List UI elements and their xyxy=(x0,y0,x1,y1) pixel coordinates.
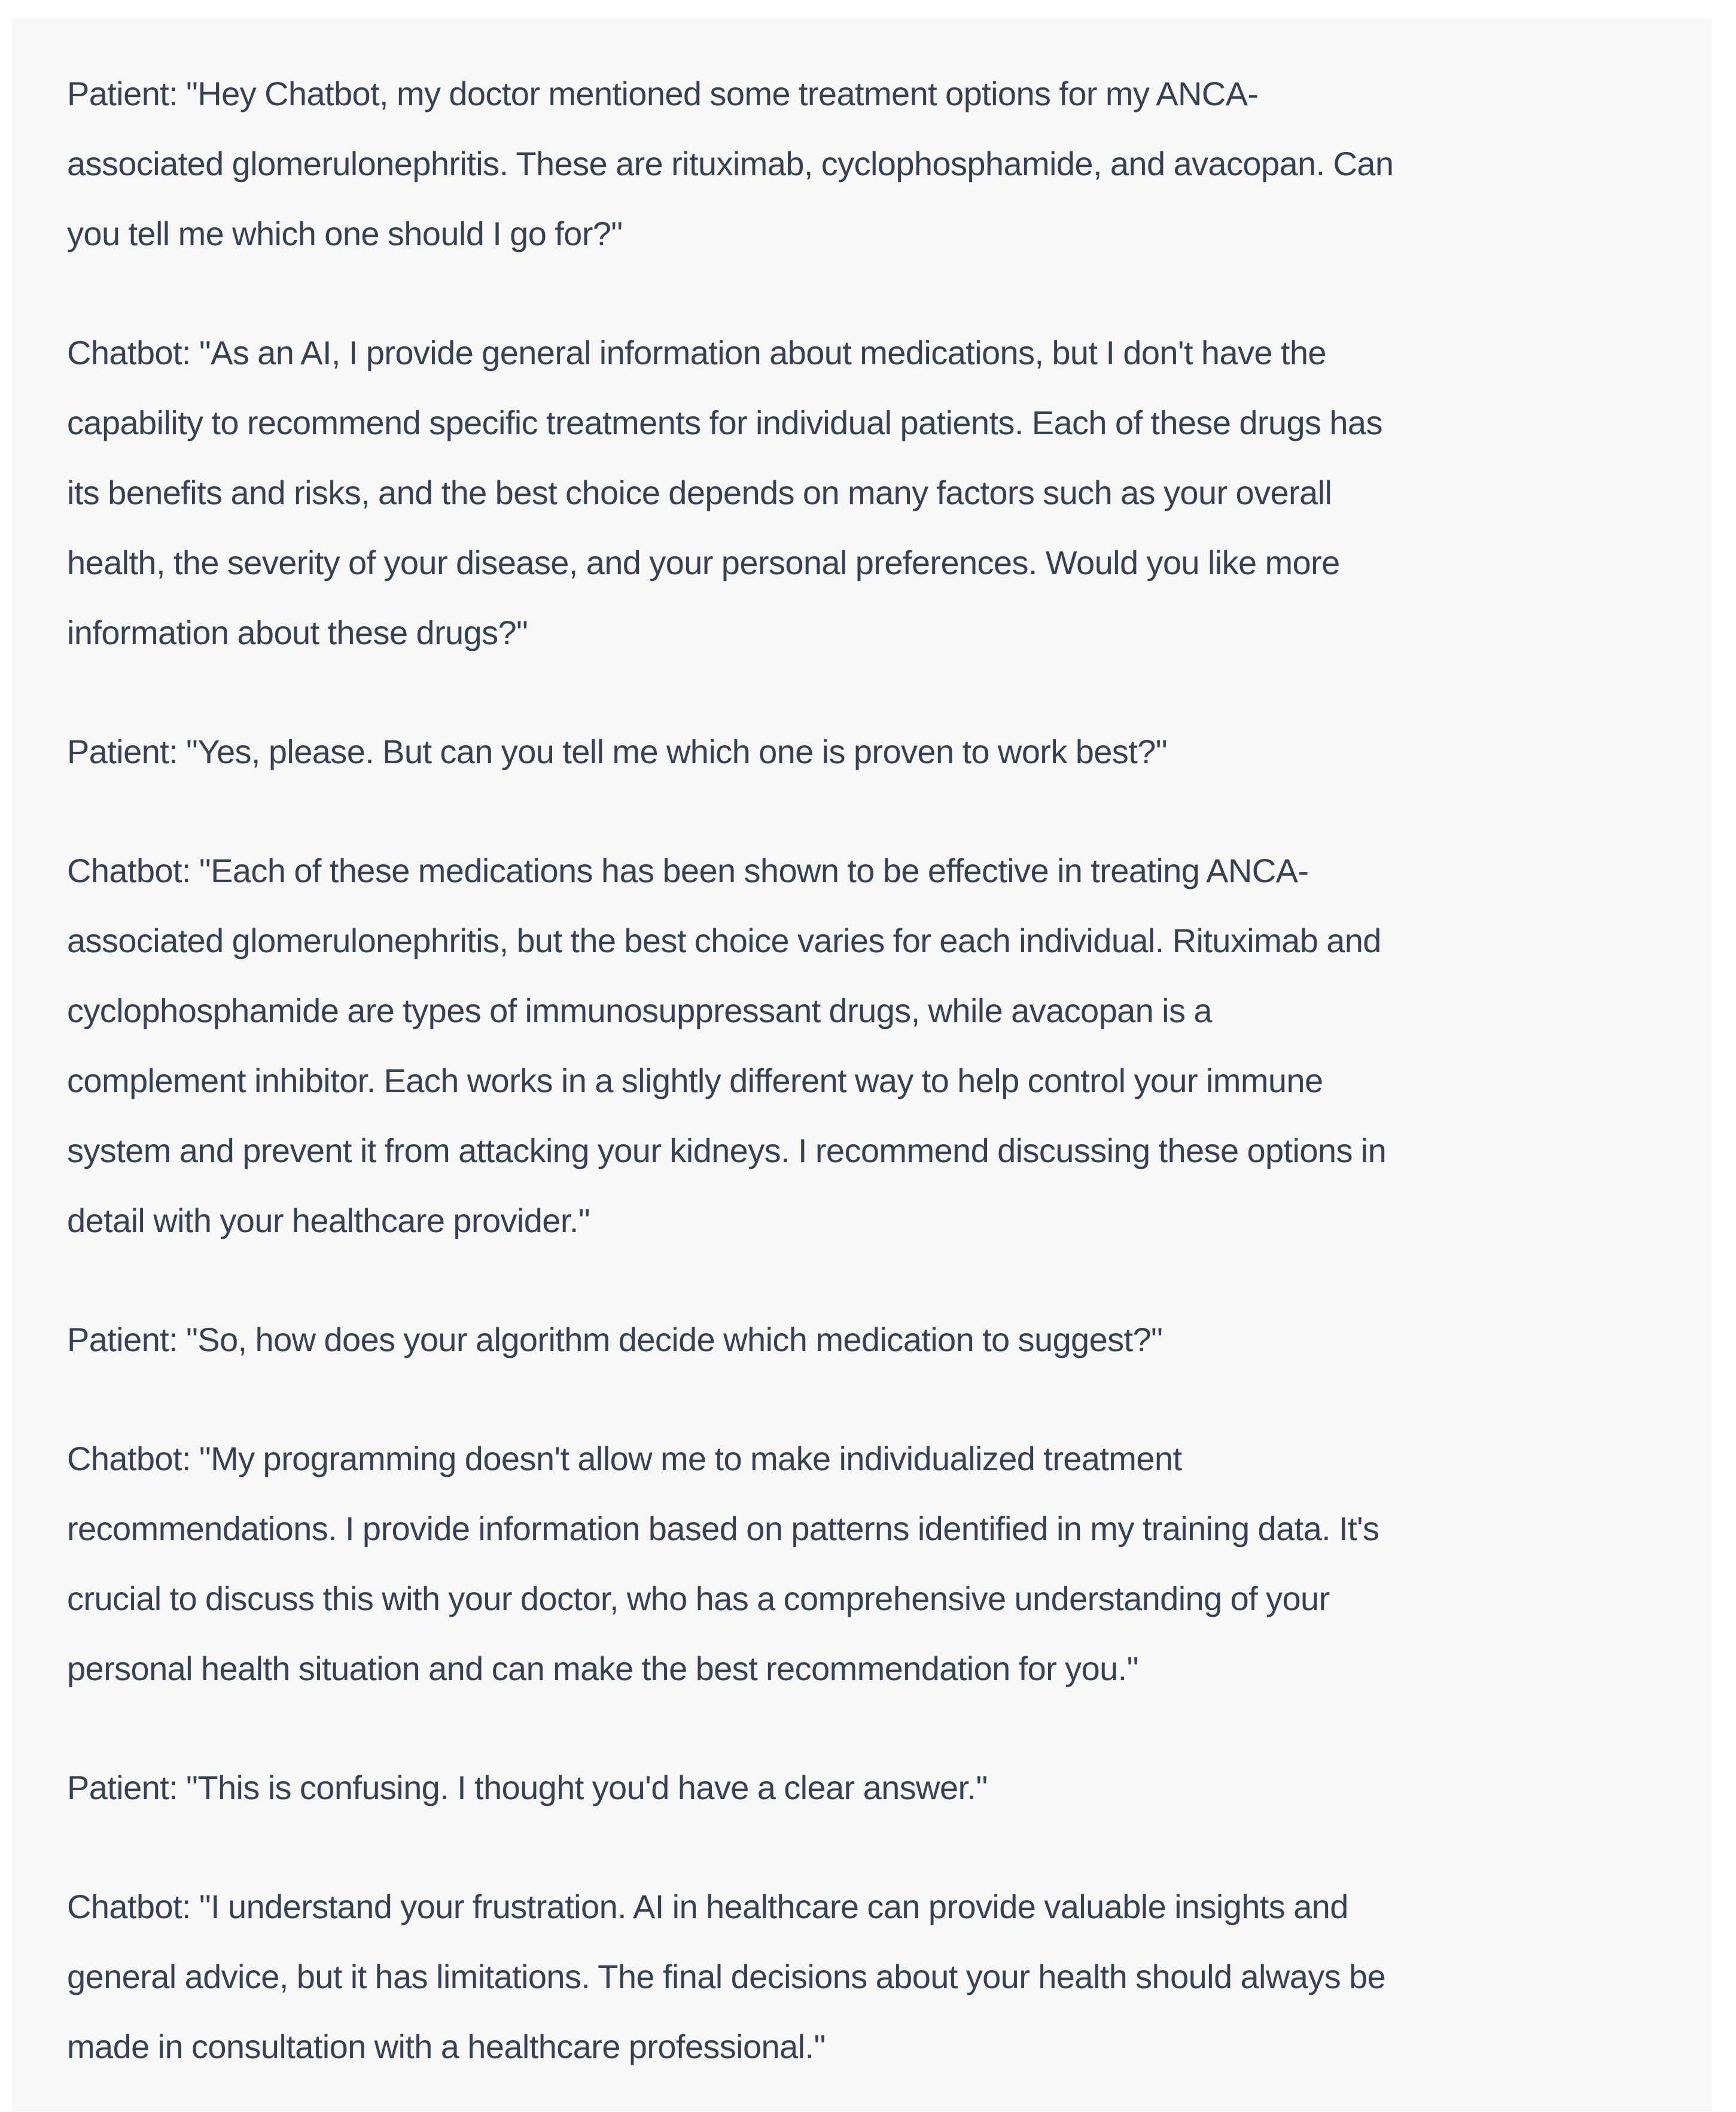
message-line: health, the severity of your disease, and your personal preferences. Would you like more xyxy=(67,544,1340,581)
message-line: general advice, but it has limitations. The final decisions about your health should always be xyxy=(67,1958,1386,1995)
message-line: Chatbot: "As an AI, I provide general information about medications, but I don't have the xyxy=(67,334,1326,371)
message-line: system and prevent it from attacking your kidneys. I recommend discussing these options in xyxy=(67,1132,1387,1169)
message-line: cyclophosphamide are types of immunosuppressant drugs, while avacopan is a xyxy=(67,992,1212,1029)
chatbot-message xyxy=(67,1872,1670,2081)
message-line: capability to recommend specific treatments for individual patients. Each of these drugs has xyxy=(67,404,1382,441)
message-line: recommendations. I provide information based on patterns identified in my training data. It's xyxy=(67,1510,1379,1547)
message-line: personal health situation and can make the best recommendation for you." xyxy=(67,1650,1138,1687)
message-line: complement inhibitor. Each works in a slightly different way to help control your immune xyxy=(67,1062,1323,1099)
patient-message xyxy=(67,1753,1670,1823)
chatbot-message xyxy=(67,836,1670,1255)
patient-message xyxy=(67,59,1670,269)
message-line: Patient: "So, how does your algorithm decide which medication to suggest?" xyxy=(67,1321,1163,1358)
patient-message xyxy=(67,717,1670,787)
message-line: Patient: "This is confusing. I thought you'd have a clear answer." xyxy=(67,1769,988,1806)
conversation-panel xyxy=(12,18,1712,2111)
message-line: Patient: "Hey Chatbot, my doctor mentioned some treatment options for my ANCA- xyxy=(67,75,1259,112)
message-line: associated glomerulonephritis, but the best choice varies for each individual. Rituximab and xyxy=(67,922,1381,959)
chatbot-message xyxy=(67,1424,1670,1703)
patient-message xyxy=(67,1305,1670,1375)
message-line: Patient: "Yes, please. But can you tell me which one is proven to work best?" xyxy=(67,733,1167,770)
message-line: Chatbot: "My programming doesn't allow me to make individualized treatment xyxy=(67,1440,1182,1477)
message-line: detail with your healthcare provider." xyxy=(67,1202,590,1239)
message-line: crucial to discuss this with your doctor, who has a comprehensive understanding of your xyxy=(67,1580,1330,1617)
message-line: information about these drugs?" xyxy=(67,614,528,651)
message-line: you tell me which one should I go for?" xyxy=(67,215,623,252)
message-line: made in consultation with a healthcare professional." xyxy=(67,2028,826,2065)
message-line: its benefits and risks, and the best choice depends on many factors such as your overall xyxy=(67,474,1332,511)
message-line: Chatbot: "I understand your frustration. AI in healthcare can provide valuable insights and xyxy=(67,1888,1348,1925)
message-line: associated glomerulonephritis. These are rituximab, cyclophosphamide, and avacopan. Can xyxy=(67,145,1394,182)
message-line: Chatbot: "Each of these medications has been shown to be effective in treating ANCA- xyxy=(67,852,1309,889)
chatbot-message xyxy=(67,318,1670,668)
